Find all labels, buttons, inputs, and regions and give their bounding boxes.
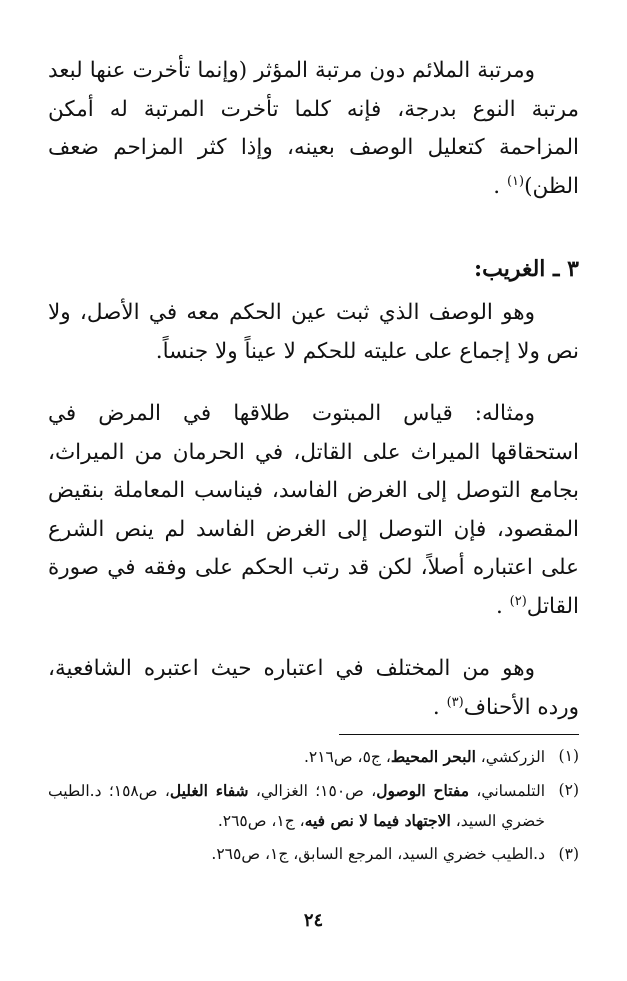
paragraph-spacer [48, 626, 579, 650]
paragraph-example-text: ومثاله: قياس المبتوت طلاقها في المرض في استحقاقها الميراث على القاتل، في الحرمان من الميراث، بجامع التوصل إلى الغرض الفاسد، فيناسب المعاملة بنقيض المقصود، فإن التوصل إلى الغرض الفاسد لم ينص الشرع على اعتباره أصلاً، لكن قد رتب الحكم على وفقه في صورة القاتل [48, 401, 579, 619]
footnote-3 [48, 840, 579, 869]
footnote-text [48, 742, 545, 772]
footnote-text: د.الطيب خضري السيد، المرجع السابق، ج١، ص٢٦٥. [211, 845, 545, 863]
paragraph-disputed-end: . [432, 694, 440, 720]
paragraph-mulaim-text: ومرتبة الملائم دون مرتبة المؤثر (وإنما تأخرت عنها لبعد مرتبة النوع بدرجة، فإنه كلما تأخرت المرتبة له أمكن المزاحمة كتعليل الوصف بعينه، وإذا كثر المزاحم ضعف الظن) [48, 58, 579, 199]
footnote-location: ، ص١٥٠؛ الغزالي، [248, 782, 377, 800]
footnote-1 [48, 742, 579, 772]
paragraph-definition: وهو الوصف الذي ثبت عين الحكم معه في الأصل، ولا نص ولا إجماع على عليته للحكم لا عيناً ولا جنساً. [48, 300, 579, 364]
footnote-separator [339, 734, 579, 735]
footnote-book-title: شفاء الغليل [169, 781, 249, 800]
section-heading-gharib: ٣ ـ الغريب: [473, 256, 579, 282]
footnote-book-title: مفتاح الوصول [376, 781, 470, 800]
footnote-number: (٢) [558, 781, 579, 799]
footnote-ref-2[interactable]: (٢) [509, 593, 527, 609]
footnote-number: (١) [558, 747, 579, 765]
paragraph-disputed-text: وهو من المختلف في اعتباره حيث اعتبره الشافعية، ورده الأحناف [48, 656, 579, 720]
footnote-book-title: الاجتهاد فيما لا نص فيه [304, 811, 451, 830]
paragraph-mulaim [48, 52, 579, 206]
page-body [48, 52, 579, 727]
paragraph-example [48, 395, 579, 626]
section-spacer [48, 206, 579, 250]
footnote-ref-3[interactable]: (٣) [446, 694, 464, 710]
footnote-location: ، ج١، ص٢٦٥. [217, 812, 305, 830]
paragraph-spacer [48, 371, 579, 395]
paragraph-disputed [48, 650, 579, 727]
footnote-2 [48, 776, 579, 836]
footnote-location: ، ص١٥٨؛ د.الطيب خضري السيد، [48, 782, 545, 830]
footnote-number: (٣) [558, 845, 579, 863]
paragraph-mulaim-end: . [493, 173, 501, 199]
footnote-ref-1[interactable]: (١) [506, 173, 525, 189]
paragraph-example-end: . [495, 593, 503, 619]
footnote-book-title: البحر المحيط [390, 747, 476, 766]
footnote-location: ، ج٥، ص٢١٦. [303, 748, 391, 766]
footnote-text [48, 776, 545, 836]
footnote-author: الزركشي، [475, 748, 545, 766]
page-number: ٢٤ [303, 910, 324, 931]
footnote-author: التلمساني، [469, 782, 546, 800]
footnotes [48, 742, 579, 869]
